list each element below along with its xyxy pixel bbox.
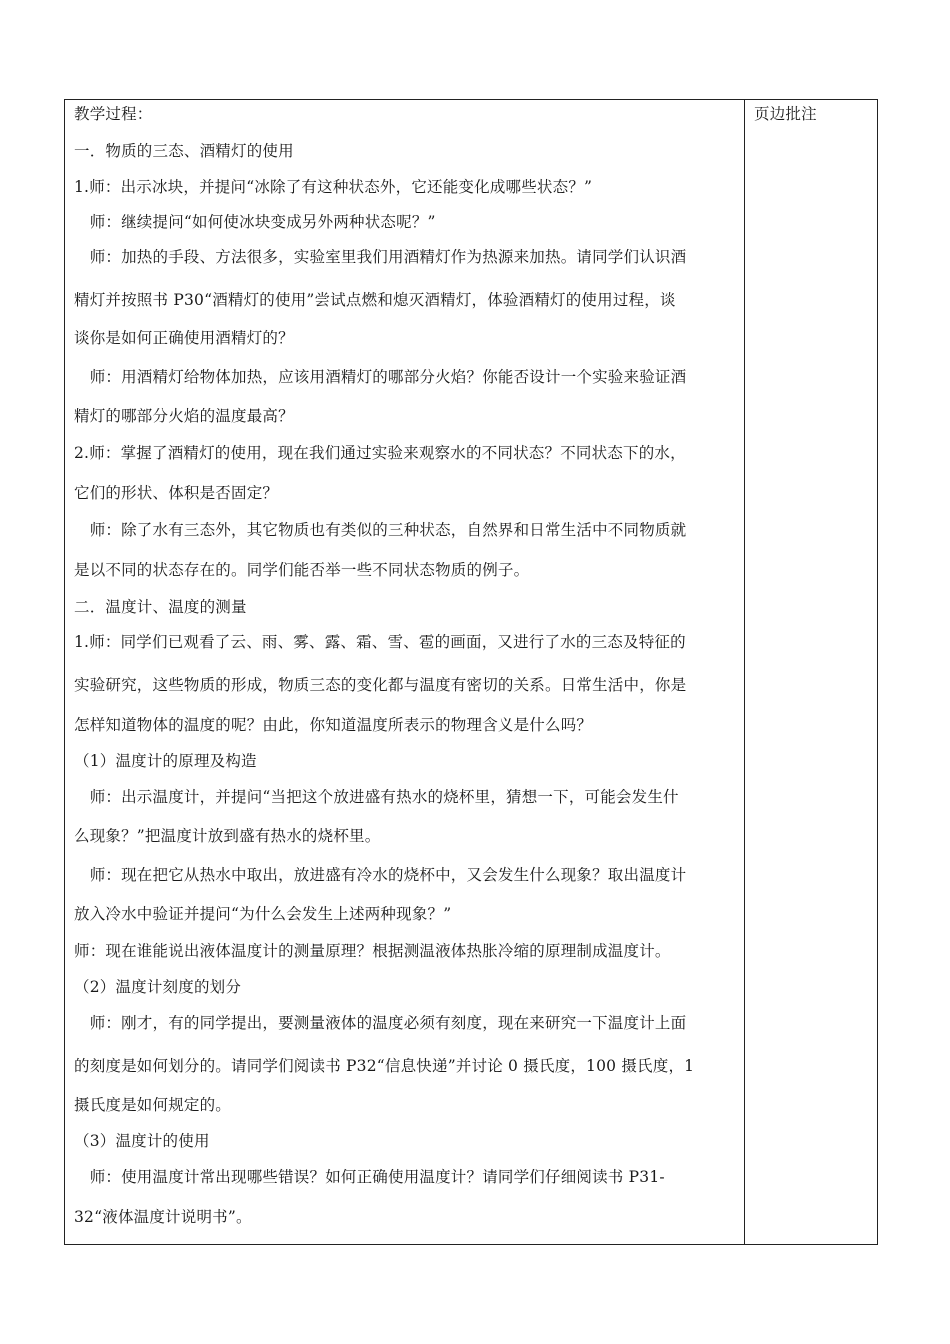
text-line: 么现象？”把温度计放到盛有热水的烧杯里。	[74, 827, 381, 845]
margin-notes-header: 页边批注	[754, 105, 817, 123]
text-line: 2.师：掌握了酒精灯的使用，现在我们通过实验来观察水的不同状态？不同状态下的水，	[74, 444, 686, 462]
text-line: 怎样知道物体的温度的呢？由此，你知道温度所表示的物理含义是什么吗？	[74, 716, 593, 734]
subsection-heading: （3）温度计的使用	[74, 1132, 210, 1150]
text-line: 1.师：出示冰块，并提问“冰除了有这种状态外，它还能变化成哪些状态？”	[74, 178, 593, 196]
text-line: 师：除了水有三态外，其它物质也有类似的三种状态，自然界和日常生活中不同物质就	[74, 521, 687, 539]
text-line: 师：出示温度计，并提问“当把这个放进盛有热水的烧杯里，猜想一下，可能会发生什	[74, 788, 679, 806]
text-line: 谈你是如何正确使用酒精灯的？	[74, 329, 294, 347]
text-line: 是以不同的状态存在的。同学们能否举一些不同状态物质的例子。	[74, 561, 530, 579]
text-line: 精灯并按照书 P30“酒精灯的使用”尝试点燃和熄灭酒精灯，体验酒精灯的使用过程，谈	[74, 291, 676, 309]
subsection-heading: （1）温度计的原理及构造	[74, 752, 257, 770]
text-line: 师：用酒精灯给物体加热，应该用酒精灯的哪部分火焰？你能否设计一个实验来验证酒	[74, 368, 687, 386]
text-line: 的刻度是如何划分的。请同学们阅读书 P32“信息快递”并讨论 0 摄氏度，100 摄氏度，1	[74, 1057, 695, 1075]
text-line: 精灯的哪部分火焰的温度最高？	[74, 407, 294, 425]
lesson-plan-table	[64, 99, 878, 1245]
text-line: 师：刚才，有的同学提出，要测量液体的温度必须有刻度，现在来研究一下温度计上面	[74, 1014, 687, 1032]
text-line: 师：继续提问“如何使冰块变成另外两种状态呢？”	[74, 213, 436, 231]
section-heading: 二．温度计、温度的测量	[74, 598, 247, 616]
text-line: 师：加热的手段、方法很多，实验室里我们用酒精灯作为热源来加热。请同学们认识酒	[74, 248, 687, 266]
text-line: 放入冷水中验证并提问“为什么会发生上述两种现象？”	[74, 905, 452, 923]
text-line: 师：现在把它从热水中取出，放进盛有冷水的烧杯中，又会发生什么现象？取出温度计	[74, 866, 687, 884]
text-line: 实验研究，这些物质的形成，物质三态的变化都与温度有密切的关系。日常生活中，你是	[74, 676, 687, 694]
text-line: 师：现在谁能说出液体温度计的测量原理？根据测温液体热胀冷缩的原理制成温度计。	[74, 942, 671, 960]
text-line: 师：使用温度计常出现哪些错误？如何正确使用温度计？请同学们仔细阅读书 P31-	[74, 1168, 665, 1186]
text-line: 32“液体温度计说明书”。	[74, 1208, 252, 1226]
text-line: 摄氏度是如何规定的。	[74, 1096, 232, 1114]
column-divider	[744, 100, 745, 1244]
section-heading: 一．物质的三态、酒精灯的使用	[74, 142, 294, 160]
text-line: 教学过程：	[74, 105, 153, 123]
subsection-heading: （2）温度计刻度的划分	[74, 978, 242, 996]
text-line: 1.师：同学们已观看了云、雨、雾、露、霜、雪、雹的画面，又进行了水的三态及特征的	[74, 633, 686, 651]
text-line: 它们的形状、体积是否固定？	[74, 484, 279, 502]
